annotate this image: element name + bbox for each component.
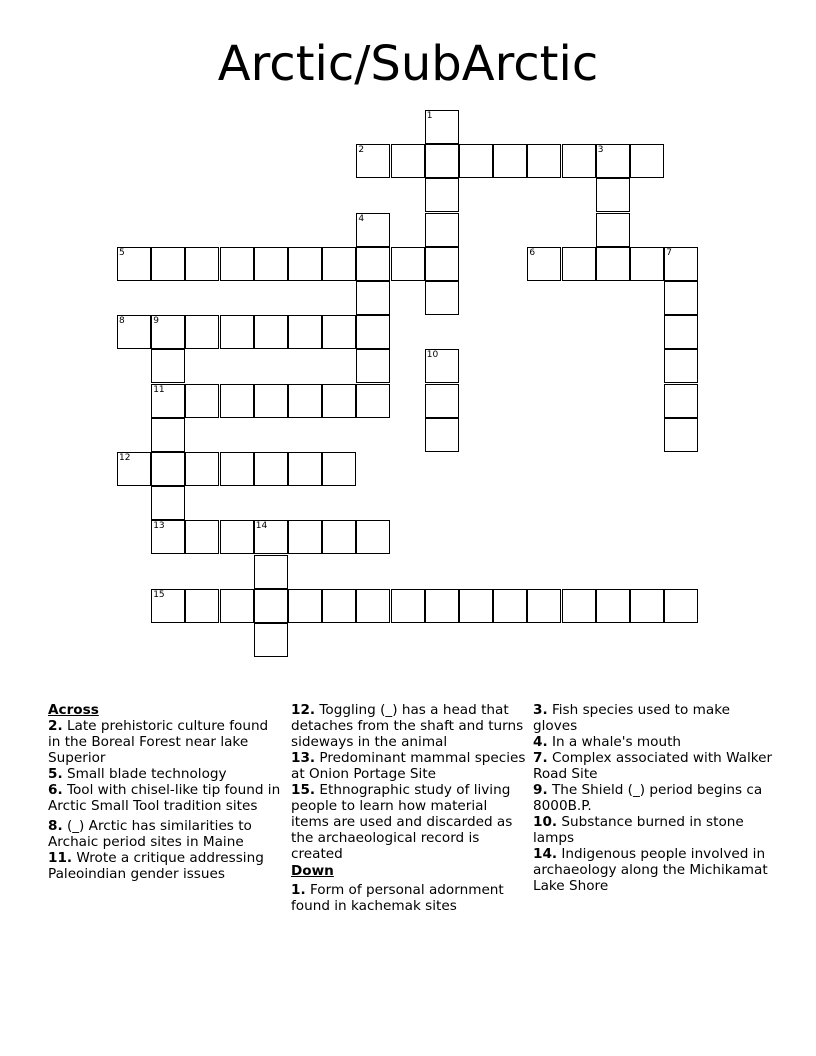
cell-number: 4 xyxy=(358,213,365,224)
clue-text: Late prehistoric culture found in the Boreal Forest near lake Superior xyxy=(48,718,269,766)
cell-number: 6 xyxy=(529,247,536,258)
grid-cell[interactable] xyxy=(425,110,459,144)
clue-text: Tool with chisel-like tip found in Arctic Small Tool tradition sites xyxy=(48,782,281,814)
cell-number: 1 xyxy=(426,111,433,121)
grid-cell[interactable] xyxy=(596,144,630,178)
grid-cell[interactable] xyxy=(356,384,390,418)
grid-cell[interactable] xyxy=(527,247,561,281)
grid-cell[interactable] xyxy=(425,144,459,178)
page-title: Arctic/SubArctic xyxy=(217,36,599,92)
cell-number: 5 xyxy=(119,247,125,258)
clue-text: Ethnographic study of living people to learn how material items are used and discarded as the archaeological record is created xyxy=(291,782,513,862)
grid-cell[interactable] xyxy=(254,589,288,623)
clue-down-4 xyxy=(533,734,773,750)
clue-text: Complex associated with Walker Road Site xyxy=(533,750,773,782)
cell-number: 14 xyxy=(255,521,268,532)
grid-cell[interactable] xyxy=(288,247,322,281)
grid-cell[interactable] xyxy=(664,247,698,281)
down-heading: Down xyxy=(291,863,334,879)
clue-number: 11. xyxy=(48,850,73,866)
grid-cell[interactable] xyxy=(151,384,185,418)
grid-cell[interactable] xyxy=(185,247,219,281)
grid-cell[interactable] xyxy=(185,452,219,486)
cell-number: 3 xyxy=(597,145,604,156)
clue-text: Substance burned in stone lamps xyxy=(533,814,744,846)
grid-cell[interactable] xyxy=(185,520,219,554)
cell-number: 11 xyxy=(153,384,165,395)
cell-number: 9 xyxy=(153,316,159,327)
clue-text: Indigenous people involved in archaeology along the Michikamat Lake Shore xyxy=(533,846,768,894)
grid-cell[interactable] xyxy=(322,452,356,486)
grid-cell[interactable] xyxy=(322,589,356,623)
clue-across-15 xyxy=(291,782,526,862)
grid-cell[interactable] xyxy=(664,589,698,623)
grid-cell[interactable] xyxy=(288,315,322,349)
grid-cell[interactable] xyxy=(220,247,254,281)
grid-cell[interactable] xyxy=(151,349,185,383)
clue-number: 8. xyxy=(48,818,63,834)
clue-number: 1. xyxy=(291,882,306,898)
grid-cell[interactable] xyxy=(425,349,459,383)
clue-across-5 xyxy=(48,766,283,782)
clue-across-11 xyxy=(48,850,283,882)
grid-cell[interactable] xyxy=(425,384,459,418)
grid-cell[interactable] xyxy=(425,213,459,247)
grid-cell[interactable] xyxy=(151,418,185,452)
grid-cell[interactable] xyxy=(356,213,390,247)
grid-cell[interactable] xyxy=(356,281,390,315)
clue-number: 10. xyxy=(533,814,558,830)
grid-cell[interactable] xyxy=(664,281,698,315)
grid-cell[interactable] xyxy=(562,144,596,178)
grid-cell[interactable] xyxy=(151,486,185,520)
grid-cell[interactable] xyxy=(596,247,630,281)
grid-cell[interactable] xyxy=(630,247,664,281)
clue-text: (_) Arctic has similarities to Archaic period sites in Maine xyxy=(48,818,252,850)
grid-cell[interactable] xyxy=(664,315,698,349)
clue-down-1 xyxy=(291,882,526,914)
clue-text: Wrote a critique addressing Paleoindian gender issues xyxy=(48,850,264,882)
grid-cell[interactable] xyxy=(288,520,322,554)
clue-text: Predominant mammal species at Onion Portage Site xyxy=(291,750,526,782)
clue-across-6 xyxy=(48,782,283,814)
grid-cell[interactable] xyxy=(322,520,356,554)
grid-cell[interactable] xyxy=(288,589,322,623)
grid-cell[interactable] xyxy=(117,452,151,486)
grid-cell[interactable] xyxy=(596,589,630,623)
grid-cell[interactable] xyxy=(220,589,254,623)
grid-cell[interactable] xyxy=(185,589,219,623)
grid-cell[interactable] xyxy=(254,623,288,657)
clue-number: 7. xyxy=(533,750,548,766)
grid-cell[interactable] xyxy=(151,589,185,623)
clue-text: In a whale's mouth xyxy=(551,734,682,750)
grid-cell[interactable] xyxy=(151,247,185,281)
clue-text: Small blade technology xyxy=(66,766,227,782)
clue-number: 5. xyxy=(48,766,63,782)
grid-cell[interactable] xyxy=(356,315,390,349)
clue-text: The Shield (_) period begins ca 8000B.P. xyxy=(533,782,763,814)
grid-cell[interactable] xyxy=(322,315,356,349)
clue-number: 15. xyxy=(291,782,316,798)
grid-cell[interactable] xyxy=(254,555,288,589)
grid-cell[interactable] xyxy=(425,281,459,315)
cell-number: 2 xyxy=(358,145,365,156)
grid-cell[interactable] xyxy=(220,452,254,486)
grid-cell[interactable] xyxy=(459,589,493,623)
grid-cell[interactable] xyxy=(493,589,527,623)
grid-cell[interactable] xyxy=(117,315,151,349)
grid-cell[interactable] xyxy=(562,589,596,623)
grid-cell[interactable] xyxy=(322,247,356,281)
grid-cell[interactable] xyxy=(664,349,698,383)
grid-cell[interactable] xyxy=(254,452,288,486)
grid-cell[interactable] xyxy=(254,247,288,281)
clue-down-14 xyxy=(533,846,773,894)
grid-cell[interactable] xyxy=(185,315,219,349)
grid-cell[interactable] xyxy=(630,144,664,178)
clue-text: Toggling (_) has a head that detaches from the shaft and turns sideways in the animal xyxy=(291,702,524,750)
grid-cell[interactable] xyxy=(391,144,425,178)
clue-text: Fish species used to make gloves xyxy=(533,702,730,734)
grid-cell[interactable] xyxy=(527,589,561,623)
grid-cell[interactable] xyxy=(596,213,630,247)
grid-cell[interactable] xyxy=(220,520,254,554)
clue-down-7 xyxy=(533,750,773,782)
clue-across-13 xyxy=(291,750,526,782)
grid-cell[interactable] xyxy=(356,144,390,178)
grid-cell[interactable] xyxy=(254,315,288,349)
clue-down-9 xyxy=(533,782,773,814)
grid-cell[interactable] xyxy=(288,384,322,418)
grid-cell[interactable] xyxy=(117,247,151,281)
grid-cell[interactable] xyxy=(356,520,390,554)
grid-cell[interactable] xyxy=(527,144,561,178)
grid-cell[interactable] xyxy=(391,589,425,623)
cell-number: 13 xyxy=(153,521,165,532)
clue-number: 12. xyxy=(291,702,316,718)
grid-cell[interactable] xyxy=(254,520,288,554)
cell-number: 12 xyxy=(119,453,131,463)
clue-across-8 xyxy=(48,818,283,850)
grid-cell[interactable] xyxy=(493,144,527,178)
clues-column-1 xyxy=(48,702,283,882)
grid-cell[interactable] xyxy=(425,178,459,212)
grid-cell[interactable] xyxy=(220,315,254,349)
grid-cell[interactable] xyxy=(391,247,425,281)
clue-down-3 xyxy=(533,702,773,734)
across-heading: Across xyxy=(48,702,99,718)
clue-number: 6. xyxy=(48,782,63,798)
grid-cell[interactable] xyxy=(356,247,390,281)
grid-cell[interactable] xyxy=(459,144,493,178)
grid-cell[interactable] xyxy=(151,452,185,486)
cell-number: 8 xyxy=(119,316,125,327)
cell-number: 15 xyxy=(153,589,165,600)
clue-number: 14. xyxy=(533,846,558,862)
clues-column-2 xyxy=(291,702,526,914)
grid-cell[interactable] xyxy=(596,178,630,212)
grid-cell[interactable] xyxy=(288,452,322,486)
grid-cell[interactable] xyxy=(220,384,254,418)
grid-cell[interactable] xyxy=(254,384,288,418)
grid-cell[interactable] xyxy=(151,520,185,554)
cell-number: 10 xyxy=(426,350,439,361)
grid-cell[interactable] xyxy=(356,589,390,623)
clue-across-2 xyxy=(48,718,283,766)
grid-cell[interactable] xyxy=(664,418,698,452)
clue-text: Form of personal adornment found in kachemak sites xyxy=(291,882,504,914)
clue-number: 2. xyxy=(48,718,63,734)
grid-cell[interactable] xyxy=(356,349,390,383)
grid-cell[interactable] xyxy=(562,247,596,281)
clue-number: 4. xyxy=(533,734,548,750)
grid-cell[interactable] xyxy=(151,315,185,349)
grid-cell[interactable] xyxy=(425,418,459,452)
grid-cell[interactable] xyxy=(425,589,459,623)
clue-down-10 xyxy=(533,814,773,846)
grid-cell[interactable] xyxy=(664,384,698,418)
cell-number: 7 xyxy=(666,247,672,258)
grid-cell[interactable] xyxy=(322,384,356,418)
grid-cell[interactable] xyxy=(425,247,459,281)
clue-number: 9. xyxy=(533,782,548,798)
grid-cell[interactable] xyxy=(630,589,664,623)
clue-number: 3. xyxy=(533,702,548,718)
clue-across-12 xyxy=(291,702,526,750)
clues-column-3 xyxy=(533,702,773,894)
clue-number: 13. xyxy=(291,750,316,766)
grid-cell[interactable] xyxy=(185,384,219,418)
